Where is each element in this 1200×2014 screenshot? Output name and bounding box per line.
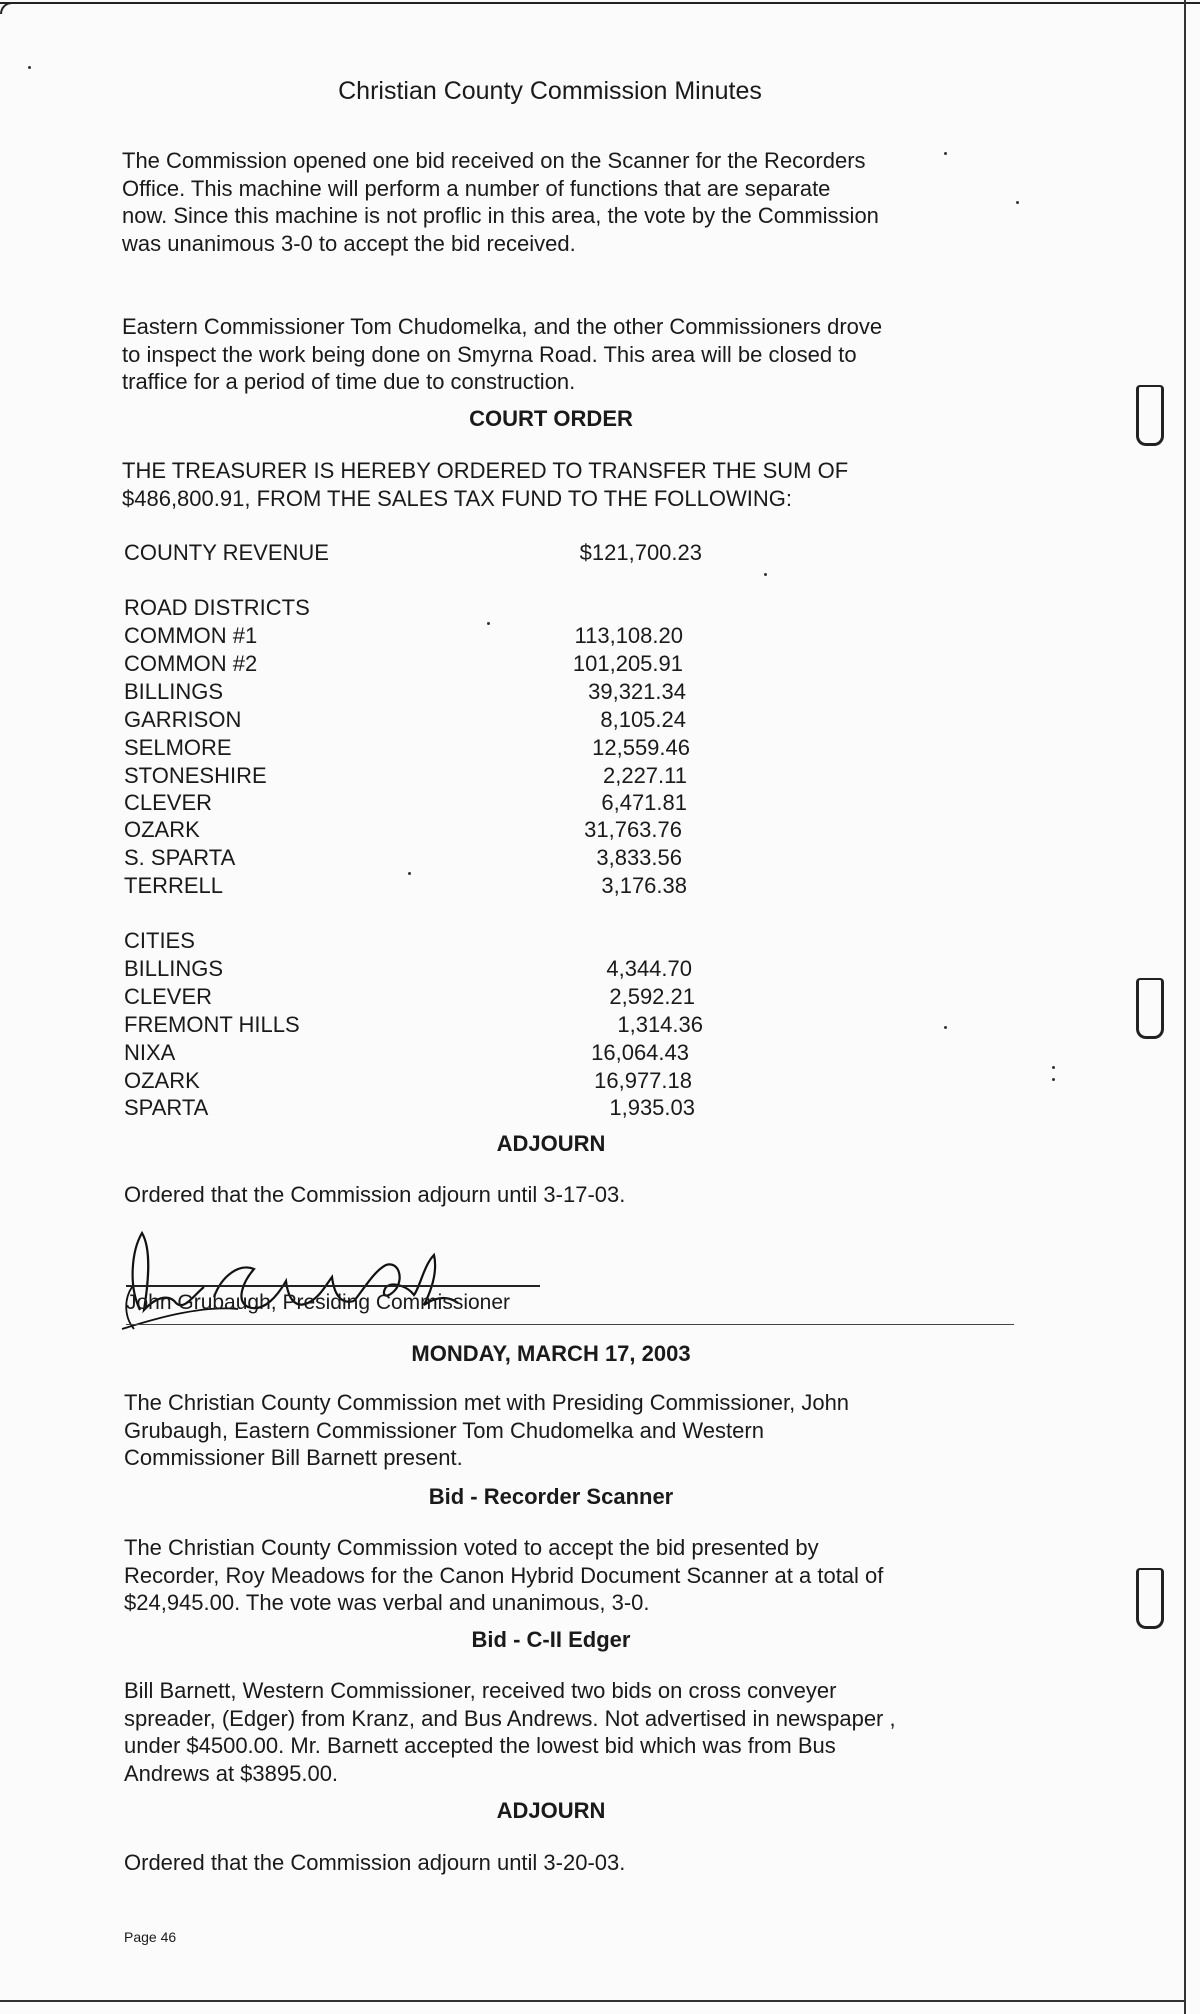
text-line: under $4500.00. Mr. Barnett accepted the lowest bid which was from Bus — [124, 1733, 836, 1758]
city-label: NIXA — [124, 1040, 176, 1065]
road-district-label: OZARK — [124, 817, 200, 842]
road-district-value: 6,471.81 — [601, 790, 687, 815]
county-revenue-value: $121,700.23 — [579, 540, 702, 565]
bid-scanner-paragraph — [124, 1534, 964, 1617]
text-line: The Commission opened one bid received on the Scanner for the Recorders — [122, 148, 866, 173]
road-district-label: TERRELL — [124, 873, 224, 898]
city-label: CLEVER — [124, 984, 213, 1009]
scan-speck — [1052, 1078, 1055, 1081]
text-line: Grubaugh, Eastern Commissioner Tom Chudomelka and Western — [124, 1417, 764, 1443]
county-revenue-label: COUNTY REVENUE — [124, 540, 329, 565]
text-line: was unanimous 3-0 to accept the bid received. — [122, 230, 576, 256]
binder-punch-hole — [1136, 1568, 1164, 1629]
road-district-label: BILLINGS — [124, 679, 224, 704]
scan-speck — [944, 1026, 947, 1029]
scan-speck — [487, 622, 490, 625]
text-line: Bill Barnett, Western Commissioner, received two bids on cross conveyer — [124, 1678, 837, 1703]
city-value: 4,344.70 — [606, 956, 692, 981]
page-number: Page 46 — [124, 1929, 177, 1945]
signature-caption: John Grubaugh, Presiding Commissioner — [126, 1291, 511, 1314]
city-value: 1,314.36 — [617, 1012, 703, 1037]
bid-edger-paragraph — [124, 1677, 964, 1787]
text-line: spreader, (Edger) from Kranz, and Bus Andrews. Not advertised in newspaper , — [124, 1705, 896, 1731]
city-label: FREMONT HILLS — [124, 1012, 300, 1037]
text-line: traffice for a period of time due to construction. — [122, 369, 576, 394]
court-order-instruction — [122, 457, 962, 512]
scan-speck — [944, 152, 947, 155]
text-line: $486,800.91, FROM THE SALES TAX FUND TO THE FOLLOWING: — [122, 485, 792, 511]
inspection-paragraph — [122, 313, 962, 396]
road-district-label: STONESHIRE — [124, 763, 267, 788]
text-line: THE TREASURER IS HEREBY ORDERED TO TRANSFER THE SUM OF — [122, 458, 849, 483]
road-district-label: CLEVER — [124, 790, 213, 815]
city-label: BILLINGS — [124, 956, 224, 981]
road-district-value: 3,833.56 — [596, 845, 682, 870]
text-line: Andrews at $3895.00. — [124, 1760, 339, 1786]
binder-punch-hole — [1136, 385, 1164, 446]
city-value: 1,935.03 — [609, 1095, 695, 1120]
road-districts-heading: ROAD DISTRICTS — [124, 595, 310, 620]
road-district-value: 113,108.20 — [574, 623, 683, 648]
text-line: Recorder, Roy Meadows for the Canon Hybrid Document Scanner at a total of — [124, 1562, 884, 1588]
text-line: The Christian County Commission met with Presiding Commissioner, John — [124, 1390, 850, 1415]
intro-paragraph — [122, 147, 962, 257]
road-district-value: 31,763.76 — [584, 817, 682, 842]
text-line: Eastern Commissioner Tom Chudomelka, and the other Commissioners drove — [122, 314, 883, 339]
road-district-value: 101,205.91 — [572, 651, 683, 676]
city-label: OZARK — [124, 1068, 200, 1093]
handwritten-signature — [118, 1225, 498, 1335]
binder-punch-hole — [1136, 978, 1164, 1039]
document-title: Christian County Commission Minutes — [338, 77, 762, 105]
bid-scanner-heading: Bid - Recorder Scanner — [428, 1484, 674, 1509]
road-district-label: COMMON #1 — [124, 623, 258, 648]
text-line: $24,945.00. The vote was verbal and unanimous, 3-0. — [124, 1590, 650, 1615]
road-district-value: 39,321.34 — [588, 679, 686, 704]
road-district-label: GARRISON — [124, 707, 242, 732]
city-value: 16,977.18 — [594, 1068, 692, 1093]
city-value: 16,064.43 — [591, 1040, 689, 1065]
signature-line — [126, 1285, 540, 1287]
road-district-value: 2,227.11 — [602, 763, 687, 788]
text-line: now. Since this machine is not proflic in this area, the vote by the Commission — [122, 203, 879, 228]
attendance-paragraph — [124, 1389, 964, 1472]
text-line: Commissioner Bill Barnett present. — [124, 1445, 463, 1470]
scan-speck — [1052, 1066, 1055, 1069]
page-edge-right — [1184, 0, 1186, 2014]
road-district-label: SELMORE — [124, 735, 232, 760]
scan-speck — [1016, 201, 1019, 204]
city-value: 2,592.21 — [609, 984, 695, 1009]
bid-edger-heading: Bid - C-II Edger — [471, 1627, 631, 1652]
text-line: to inspect the work being done on Smyrna Road. This area will be closed to — [122, 341, 857, 367]
scan-speck — [28, 66, 31, 69]
page-edge-top — [0, 2, 1200, 4]
road-district-value: 8,105.24 — [600, 707, 686, 732]
cities-heading: CITIES — [124, 928, 195, 953]
city-label: SPARTA — [124, 1095, 209, 1120]
section-divider — [126, 1324, 1014, 1325]
adjourn-heading-2: ADJOURN — [496, 1798, 606, 1823]
road-district-label: S. SPARTA — [124, 845, 236, 870]
road-district-value: 3,176.38 — [601, 873, 687, 898]
court-order-heading: COURT ORDER — [469, 406, 633, 431]
scan-speck — [408, 872, 411, 875]
scan-speck — [764, 573, 767, 576]
adjourn-heading: ADJOURN — [496, 1131, 606, 1156]
meeting-date-heading: MONDAY, MARCH 17, 2003 — [411, 1341, 691, 1366]
text-line: Office. This machine will perform a number of functions that are separate — [122, 175, 831, 201]
adjourn-text-2: Ordered that the Commission adjourn until 3-20-03. — [124, 1850, 626, 1875]
adjourn-text: Ordered that the Commission adjourn until 3-17-03. — [124, 1182, 626, 1207]
text-line: The Christian County Commission voted to accept the bid presented by — [124, 1535, 819, 1560]
road-district-value: 12,559.46 — [592, 735, 690, 760]
page-edge-bottom — [0, 2000, 1186, 2002]
road-district-label: COMMON #2 — [124, 651, 258, 676]
